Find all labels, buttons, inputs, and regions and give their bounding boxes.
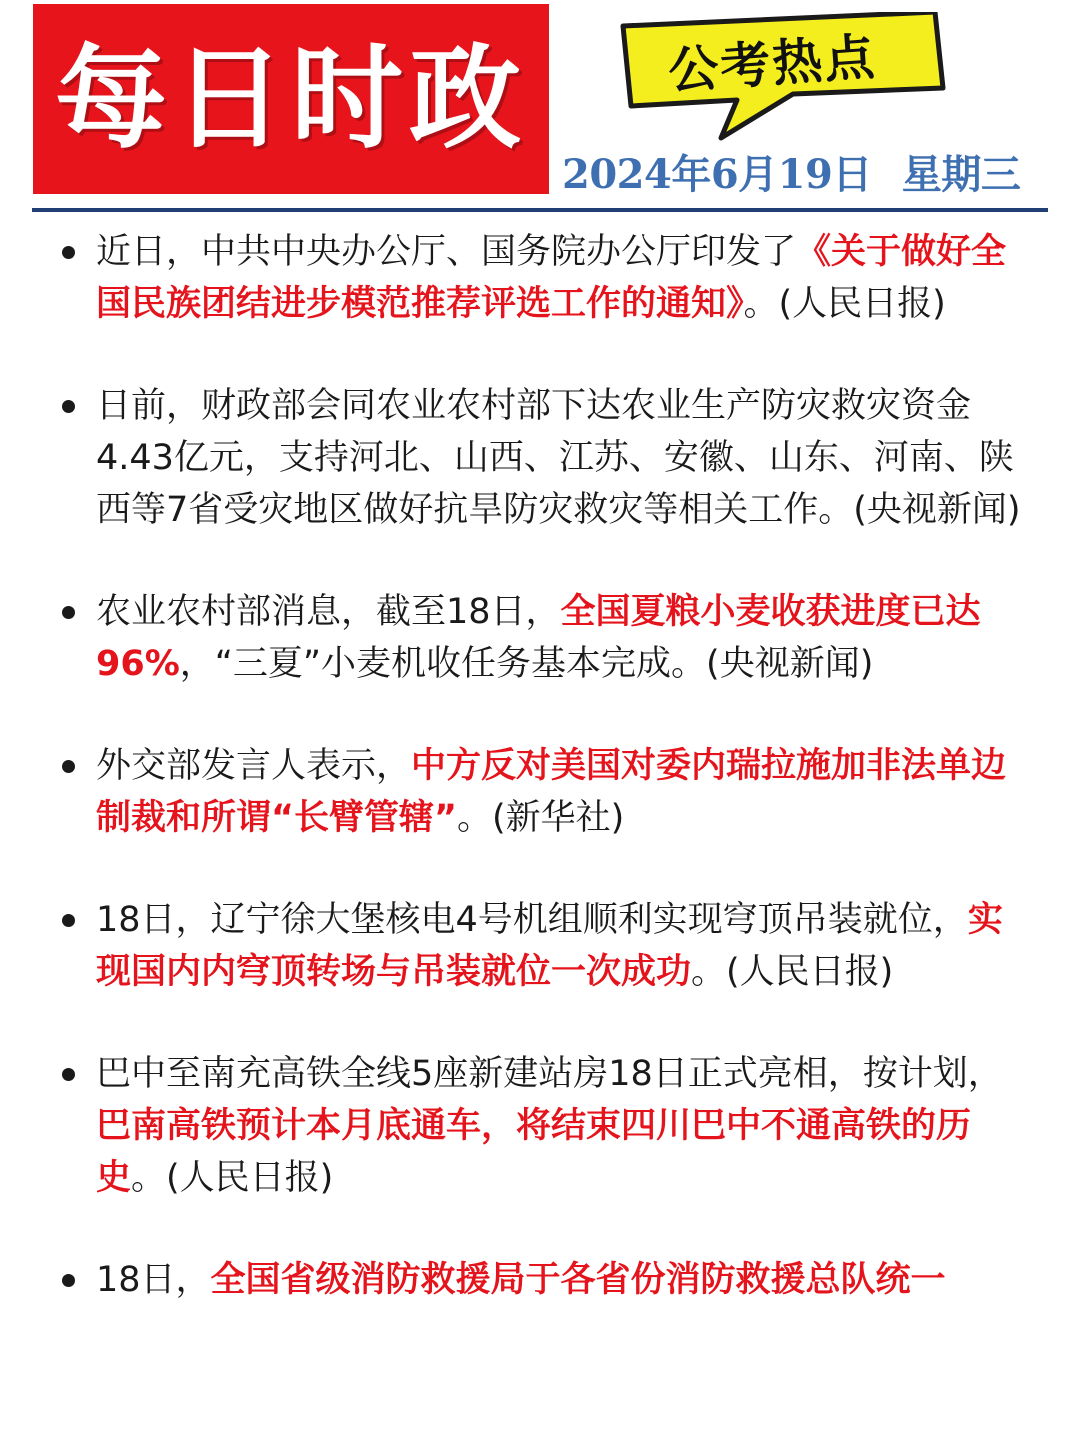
date-text: 2024年6月19日: [562, 151, 872, 198]
news-source: 。(人民日报): [743, 284, 946, 324]
news-source: 。(人民日报): [691, 952, 894, 992]
bullet-icon: [62, 1274, 75, 1287]
news-item: [0, 380, 1080, 536]
news-source: 。(新华社): [457, 798, 625, 838]
news-item: [0, 1048, 1080, 1204]
news-highlight: 《关于做好全国民族团结进步模范推荐评选工作的通知》: [96, 232, 1007, 324]
news-highlight: 中方反对美国对委内瑞拉施加非法单边制裁和所谓“长臂管辖”: [96, 746, 1007, 838]
news-highlight: 全国夏粮小麦收获进度已达96%: [96, 592, 981, 684]
bullet-icon: [62, 246, 75, 259]
news-highlight: 实现国内内穹顶转场与吊装就位一次成功: [96, 900, 1003, 992]
news-text: 近日，中共中央办公厅、国务院办公厅印发了: [96, 232, 797, 272]
title-banner: [33, 4, 549, 194]
news-item: [0, 226, 1080, 330]
date-line: [562, 143, 1032, 200]
news-item: [0, 586, 1080, 690]
bullet-icon: [62, 606, 75, 619]
news-item: [0, 1254, 1080, 1306]
news-source: 。(人民日报): [131, 1158, 334, 1198]
tag-label: 公考热点: [666, 27, 879, 101]
bullet-icon: [62, 760, 75, 773]
news-highlight: 巴南高铁预计本月底通车，将结束四川巴中不通高铁的历史: [96, 1106, 972, 1198]
news-text: 18日，辽宁徐大堡核电4号机组顺利实现穹顶吊装就位，: [96, 900, 968, 940]
news-text: 18日，: [96, 1260, 211, 1300]
header-divider: [32, 208, 1048, 212]
news-text: 农业农村部消息，截至18日，: [96, 592, 561, 632]
bullet-icon: [62, 914, 75, 927]
speech-bubble-tag: [617, 12, 927, 108]
weekday-text: 星期三: [901, 151, 1021, 198]
news-text: 外交部发言人表示，: [96, 746, 412, 786]
news-highlight: 全国省级消防救援局于各省份消防救援总队统一: [210, 1260, 946, 1300]
page-title: 每日时政: [55, 34, 527, 164]
news-item: [0, 740, 1080, 844]
news-item: [0, 894, 1080, 998]
bullet-icon: [62, 1068, 75, 1081]
bullet-icon: [62, 400, 75, 413]
news-list: [0, 226, 1080, 1356]
news-source: ，“三夏”小麦机收任务基本完成。(央视新闻): [179, 644, 874, 684]
news-text: 日前，财政部会同农业农村部下达农业生产防灾救灾资金4.43亿元，支持河北、山西、江苏、安徽、山东、河南、陕西等7省受灾地区做好抗旱防灾救灾等相关工作。(央视新闻): [96, 386, 1021, 530]
news-text: 巴中至南充高铁全线5座新建站房18日正式亮相，按计划，: [96, 1054, 1003, 1094]
